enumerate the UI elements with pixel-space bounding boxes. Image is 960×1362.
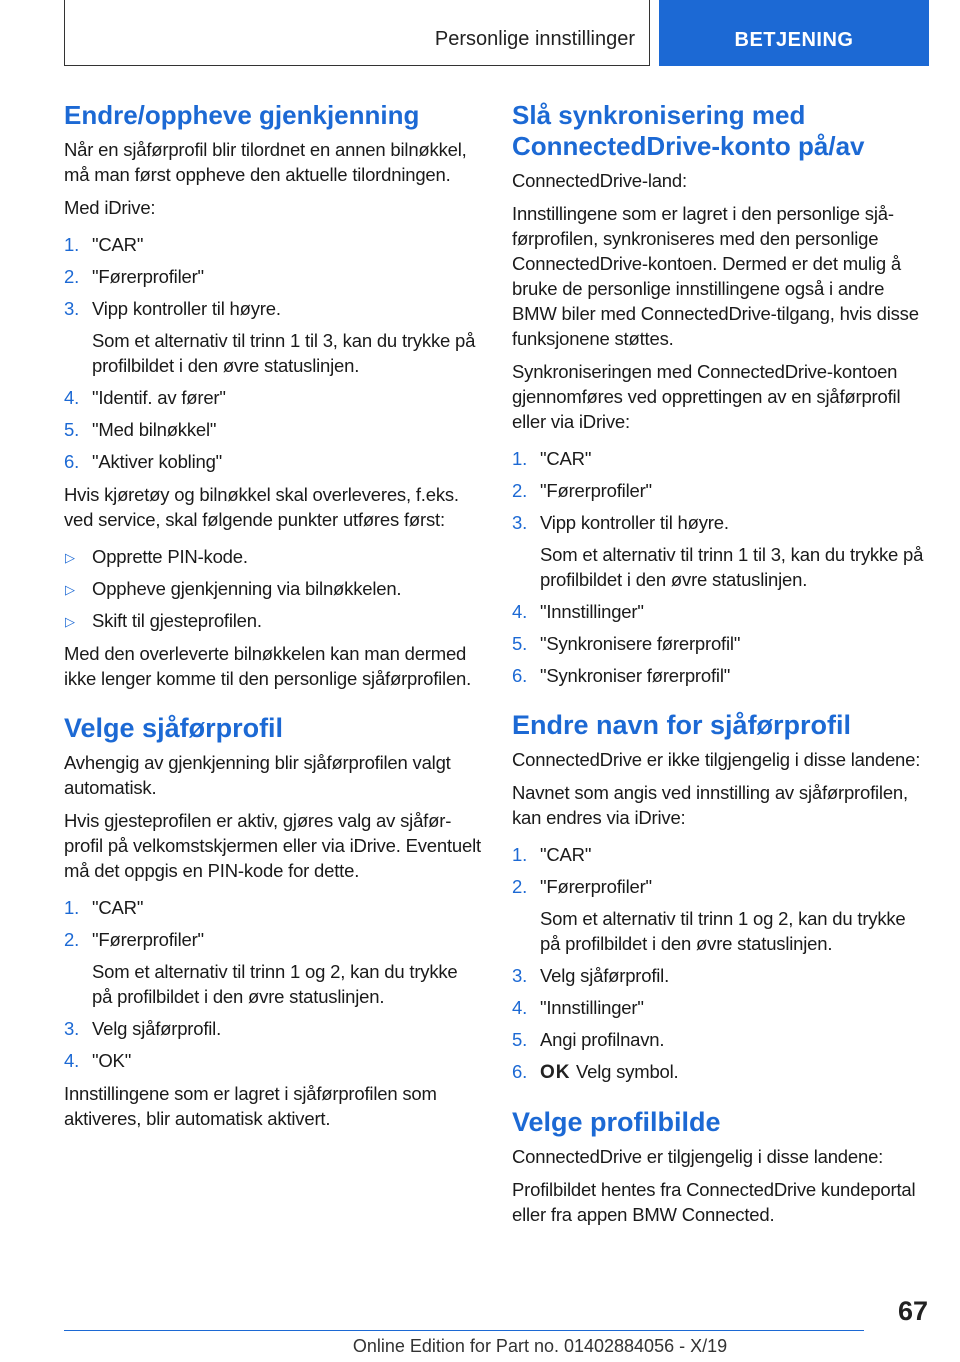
step-text: "CAR" — [92, 897, 144, 918]
step-number: 1. — [64, 234, 80, 255]
step-item — [512, 510, 930, 592]
step-list — [512, 446, 930, 688]
step-note: Som et alternativ til trinn 1 til 3, kan du trykke på profilbildet i den øvre statuslinjen. — [540, 544, 924, 590]
step-item — [64, 1016, 482, 1041]
triangle-bullet-icon: ▷ — [65, 614, 75, 629]
step-number: 2. — [64, 929, 80, 950]
step-number: 4. — [512, 601, 528, 622]
step-text: "Synkroniser førerprofil" — [540, 665, 731, 686]
step-number: 6. — [512, 1061, 528, 1082]
step-text: Velg sjåførprofil. — [92, 1018, 222, 1039]
bullet-item — [64, 576, 482, 601]
step-item — [64, 895, 482, 920]
step-item — [512, 478, 930, 503]
right-column — [512, 100, 930, 1235]
step-number: 5. — [64, 419, 80, 440]
step-text: "Førerprofiler" — [540, 876, 652, 897]
section-title-change-recognition: Endre/oppheve gjenkjenning — [64, 100, 420, 130]
step-number: 3. — [512, 965, 528, 986]
header-chapter-label: BETJENING — [734, 29, 854, 51]
step-number: 5. — [512, 1029, 528, 1050]
paragraph: ConnectedDrive er tilgjengelig i disse landene: — [512, 1146, 884, 1167]
step-note: Som et alternativ til trinn 1 til 3, kan du trykke på profilbildet i den øvre statuslinjen. — [92, 330, 476, 376]
step-text: "Identif. av fører" — [92, 387, 226, 408]
section-title-sync: Slå synkronisering med ConnectedDrive-konto på/av — [512, 100, 865, 161]
bullet-item — [64, 544, 482, 569]
paragraph: Avhengig av gjenkjenning blir sjåførprofilen valgt automatisk. — [64, 752, 451, 798]
step-text: "Aktiver kobling" — [92, 451, 223, 472]
step-text: "Med bilnøkkel" — [92, 419, 217, 440]
step-number: 3. — [64, 1018, 80, 1039]
step-number: 6. — [64, 451, 80, 472]
step-item — [64, 417, 482, 442]
step-item — [64, 296, 482, 378]
step-number: 1. — [64, 897, 80, 918]
step-item — [512, 874, 930, 956]
bullet-text: Oppheve gjenkjenning via bilnøkkelen. — [92, 578, 402, 599]
step-list — [512, 842, 930, 1085]
section-title-profile-picture: Velge profilbilde — [512, 1107, 721, 1137]
paragraph: Profilbildet hentes fra ConnectedDrive kundeportal eller fra appen BMW Connected. — [512, 1179, 916, 1225]
step-number: 4. — [64, 387, 80, 408]
bullet-list — [64, 544, 482, 633]
step-item — [64, 927, 482, 1009]
step-number: 3. — [512, 512, 528, 533]
step-item — [512, 1027, 930, 1052]
header-section-box — [64, 0, 650, 66]
header-section-title: Personlige innstillinger — [434, 28, 635, 50]
step-text: "Innstillinger" — [540, 601, 644, 622]
section-title-rename-profile: Endre navn for sjåførprofil — [512, 710, 852, 740]
step-number: 2. — [64, 266, 80, 287]
header-chapter-tab — [659, 0, 929, 66]
section-title-select-profile: Velge sjåførprofil — [64, 713, 284, 743]
bullet-text: Opprette PIN-kode. — [92, 546, 248, 567]
step-text: "Førerprofiler" — [540, 480, 652, 501]
step-item — [512, 663, 930, 688]
paragraph: ConnectedDrive-land: — [512, 170, 687, 191]
footer-divider — [64, 1330, 864, 1331]
paragraph: Innstillingene som er lagret i sjåførprofilen som aktiveres, blir automatisk aktivert. — [64, 1083, 437, 1129]
step-number: 1. — [512, 844, 528, 865]
step-text: "Førerprofiler" — [92, 929, 204, 950]
step-number: 5. — [512, 633, 528, 654]
page-header — [64, 0, 929, 66]
paragraph: Synkroniseringen med ConnectedDrive-kontoen gjennomføres ved opprettingen av en sjåførprofil eller via iDrive: — [512, 361, 901, 432]
step-item — [64, 449, 482, 474]
step-note: Som et alternativ til trinn 1 og 2, kan du trykke på profilbildet i den øvre statuslinjen. — [540, 908, 906, 954]
step-text: "Synkronisere førerprofil" — [540, 633, 741, 654]
step-text: "CAR" — [540, 448, 592, 469]
paragraph: Hvis kjøretøy og bilnøkkel skal overleveres, f.eks. ved service, skal følgende punkter utføres først: — [64, 484, 459, 530]
step-item — [512, 1059, 930, 1085]
step-list — [64, 232, 482, 474]
paragraph: ConnectedDrive er ikke tilgjengelig i disse landene: — [512, 749, 921, 770]
step-item — [64, 385, 482, 410]
step-item — [64, 1048, 482, 1073]
ok-icon: OK — [540, 1062, 571, 1083]
step-item — [64, 232, 482, 257]
step-item — [512, 963, 930, 988]
paragraph: Innstillingene som er lagret i den personlige sjåførprofilen, synkroniseres med den personlige ConnectedDrive-kontoen. Dermed er det mulig å bruke de personlige innstillingene også i andre BMW biler med ConnectedDrive-tilgang, hvis disse funksjonene støttes. — [512, 203, 919, 349]
step-number: 6. — [512, 665, 528, 686]
step-text: Vipp kontroller til høyre. — [92, 298, 281, 319]
paragraph: Med den overleverte bilnøkkelen kan man dermed ikke lenger komme til den personlige sjåførprofilen. — [64, 643, 472, 689]
triangle-bullet-icon: ▷ — [65, 582, 75, 597]
bullet-item — [64, 608, 482, 633]
step-number: 2. — [512, 876, 528, 897]
footer-edition: Online Edition for Part no. 01402884056 - X/19 — [352, 1336, 728, 1356]
step-item — [512, 599, 930, 624]
step-item — [512, 631, 930, 656]
paragraph: Hvis gjesteprofilen er aktiv, gjøres valg av sjåførprofil på velkomstskjermen eller via iDrive. Eventuelt må det oppgis en PIN-kode for dette. — [64, 810, 481, 881]
bullet-text: Skift til gjesteprofilen. — [92, 610, 262, 631]
step-list — [64, 895, 482, 1073]
step-item — [512, 446, 930, 471]
step-number: 4. — [512, 997, 528, 1018]
triangle-bullet-icon: ▷ — [65, 550, 75, 565]
step-number: 3. — [64, 298, 80, 319]
step-item — [512, 995, 930, 1020]
paragraph: Når en sjåførprofil blir tilordnet en annen bilnøkkel, må man først oppheve den aktuelle tilordningen. — [64, 139, 467, 185]
step-text: Vipp kontroller til høyre. — [540, 512, 729, 533]
left-column — [64, 100, 482, 1139]
step-note: Som et alternativ til trinn 1 og 2, kan du trykke på profilbildet i den øvre statuslinjen. — [92, 961, 458, 1007]
step-text: "CAR" — [92, 234, 144, 255]
step-text: Velg sjåførprofil. — [540, 965, 670, 986]
step-number: 1. — [512, 448, 528, 469]
step-text: "Innstillinger" — [540, 997, 644, 1018]
step-text: "OK" — [92, 1050, 132, 1071]
step-number: 2. — [512, 480, 528, 501]
step-item — [512, 842, 930, 867]
step-number: 4. — [64, 1050, 80, 1071]
step-item — [64, 264, 482, 289]
step-text: Angi profilnavn. — [540, 1029, 665, 1050]
paragraph: Med iDrive: — [64, 197, 156, 218]
step-text: "CAR" — [540, 844, 592, 865]
step-text: "Førerprofiler" — [92, 266, 204, 287]
paragraph: Navnet som angis ved innstilling av sjåførprofilen, kan endres via iDrive: — [512, 782, 908, 828]
page-number: 67 — [897, 1296, 928, 1326]
step-text: Velg symbol. — [576, 1061, 679, 1082]
